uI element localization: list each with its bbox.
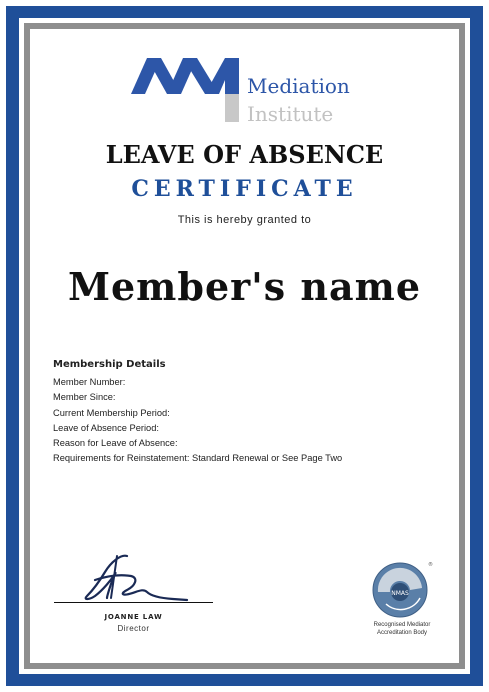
detail-leave-period: Leave of Absence Period: (53, 422, 159, 433)
nmas-caption-line-2: Accreditation Body (376, 629, 428, 636)
membership-details (53, 359, 433, 467)
detail-member-since: Member Since: (53, 392, 116, 403)
svg-text:®: ® (428, 562, 433, 568)
signature-line (54, 602, 213, 603)
nmas-caption-line-1: Recognised Mediator (373, 622, 431, 628)
membership-details-heading: Membership Details (53, 359, 166, 370)
logo-wordmark-institute: Institute (247, 102, 334, 126)
nmas-badge-icon (370, 558, 434, 622)
signatory-title: Director (117, 624, 150, 633)
logo-wordmark-mediation: Mediation (247, 74, 350, 98)
member-name: Member's name (67, 264, 422, 309)
certificate-title: LEAVE OF ABSENCE (105, 140, 384, 169)
detail-reinstatement-requirements: Requirements for Reinstatement: Standard Renewal or See Page Two (53, 453, 343, 464)
nmas-badge-label: NMAS (391, 590, 409, 597)
detail-leave-reason: Reason for Leave of Absence: (53, 438, 178, 449)
certificate-subtitle: CERTIFICATE (131, 176, 358, 202)
signature-icon (55, 550, 215, 610)
nmas-caption (352, 622, 452, 637)
detail-member-number: Member Number: (53, 377, 126, 387)
granted-text: This is hereby granted to (177, 214, 312, 226)
detail-current-membership-period: Current Membership Period: (53, 407, 170, 418)
signatory-name: JOANNE LAW (104, 613, 163, 621)
